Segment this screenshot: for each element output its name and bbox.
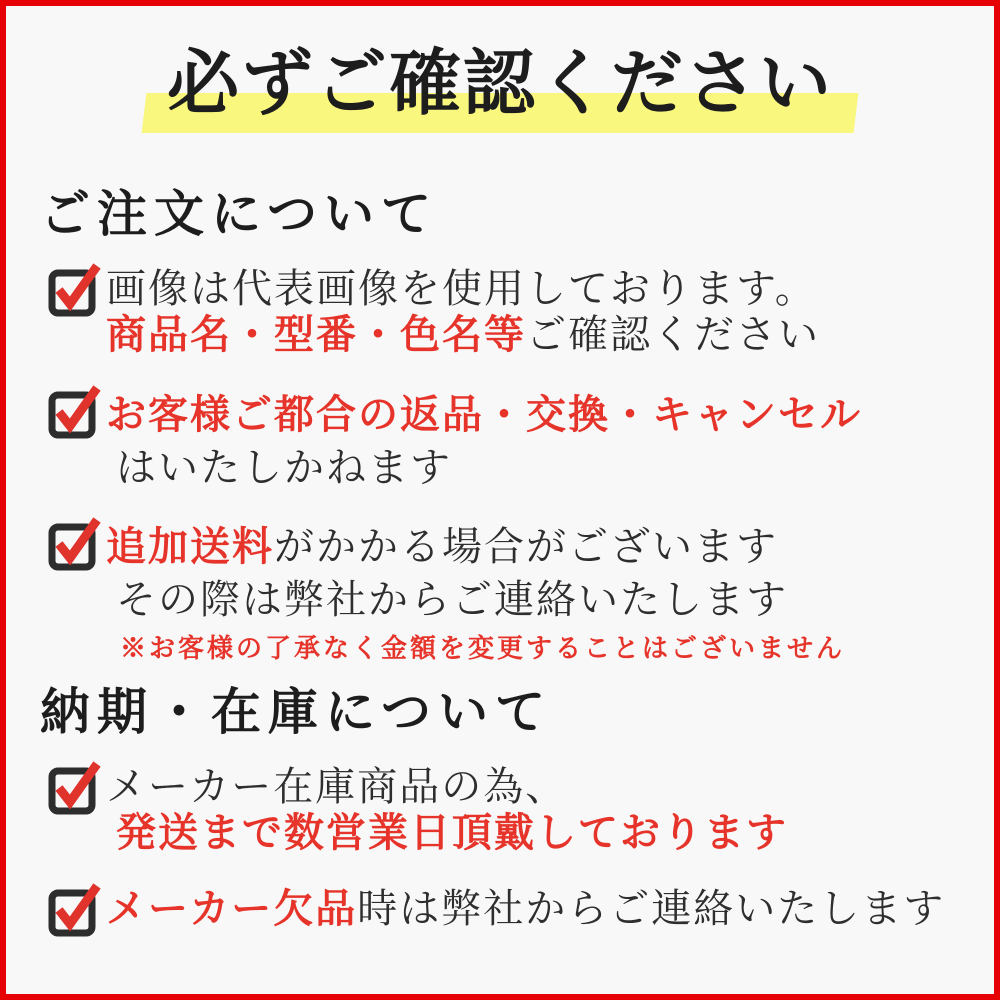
item-line xyxy=(106,764,788,810)
text-segment: はいたしかねます xyxy=(116,445,452,491)
checkbox-checked-icon xyxy=(46,879,104,937)
text-segment: 時は弊社からご連絡いたします xyxy=(357,886,946,932)
item-text xyxy=(106,266,820,358)
item-text xyxy=(106,764,788,856)
item-line xyxy=(116,574,845,627)
item-line xyxy=(106,388,862,442)
text-segment: メーカー在庫商品の為、 xyxy=(106,764,568,810)
text-segment-red: 商品名・型番・色名等 xyxy=(106,311,526,358)
checklist-item-maker-shortage xyxy=(46,886,945,937)
item-line xyxy=(116,810,788,856)
item-text xyxy=(106,388,862,495)
text-segment-red: ※お客様の了承なく金額を変更することはございません xyxy=(120,634,846,664)
page-title: 必ずご確認ください xyxy=(166,40,833,125)
checkbox-checked-icon xyxy=(46,513,104,571)
checklist-item-extra-shipping xyxy=(46,520,845,665)
item-line xyxy=(106,886,945,932)
section-heading-delivery-stock: 納期・在庫について xyxy=(40,682,552,741)
checkbox-checked-icon xyxy=(46,259,104,317)
item-text xyxy=(106,886,945,932)
checklist-item-maker-stock xyxy=(46,764,788,856)
item-line xyxy=(116,442,862,495)
item-line xyxy=(106,312,820,358)
text-segment-red: 追加送料 xyxy=(106,523,274,570)
checkbox-checked-icon xyxy=(46,381,104,439)
checklist-item-representative-image xyxy=(46,266,820,358)
text-segment-red: 発送まで数営業日頂戴しております xyxy=(116,809,788,856)
text-segment: その際は弊社からご連絡いたします xyxy=(116,577,788,623)
text-segment: がかかる場合がございます xyxy=(274,524,778,570)
item-text xyxy=(106,520,845,665)
item-line xyxy=(106,520,845,574)
text-segment: ご確認ください xyxy=(526,312,820,358)
section-heading-order: ご注文について xyxy=(40,184,438,243)
item-note xyxy=(120,633,845,665)
text-segment: 画像は代表画像を使用しております。 xyxy=(106,266,817,312)
item-line xyxy=(106,266,820,312)
text-segment-red: メーカー欠品 xyxy=(106,885,358,932)
title-container xyxy=(0,40,1000,126)
checklist-item-returns xyxy=(46,388,862,495)
text-segment-red: お客様ご都合の返品・交換・キャンセル xyxy=(106,391,862,438)
checkbox-checked-icon xyxy=(46,757,104,815)
